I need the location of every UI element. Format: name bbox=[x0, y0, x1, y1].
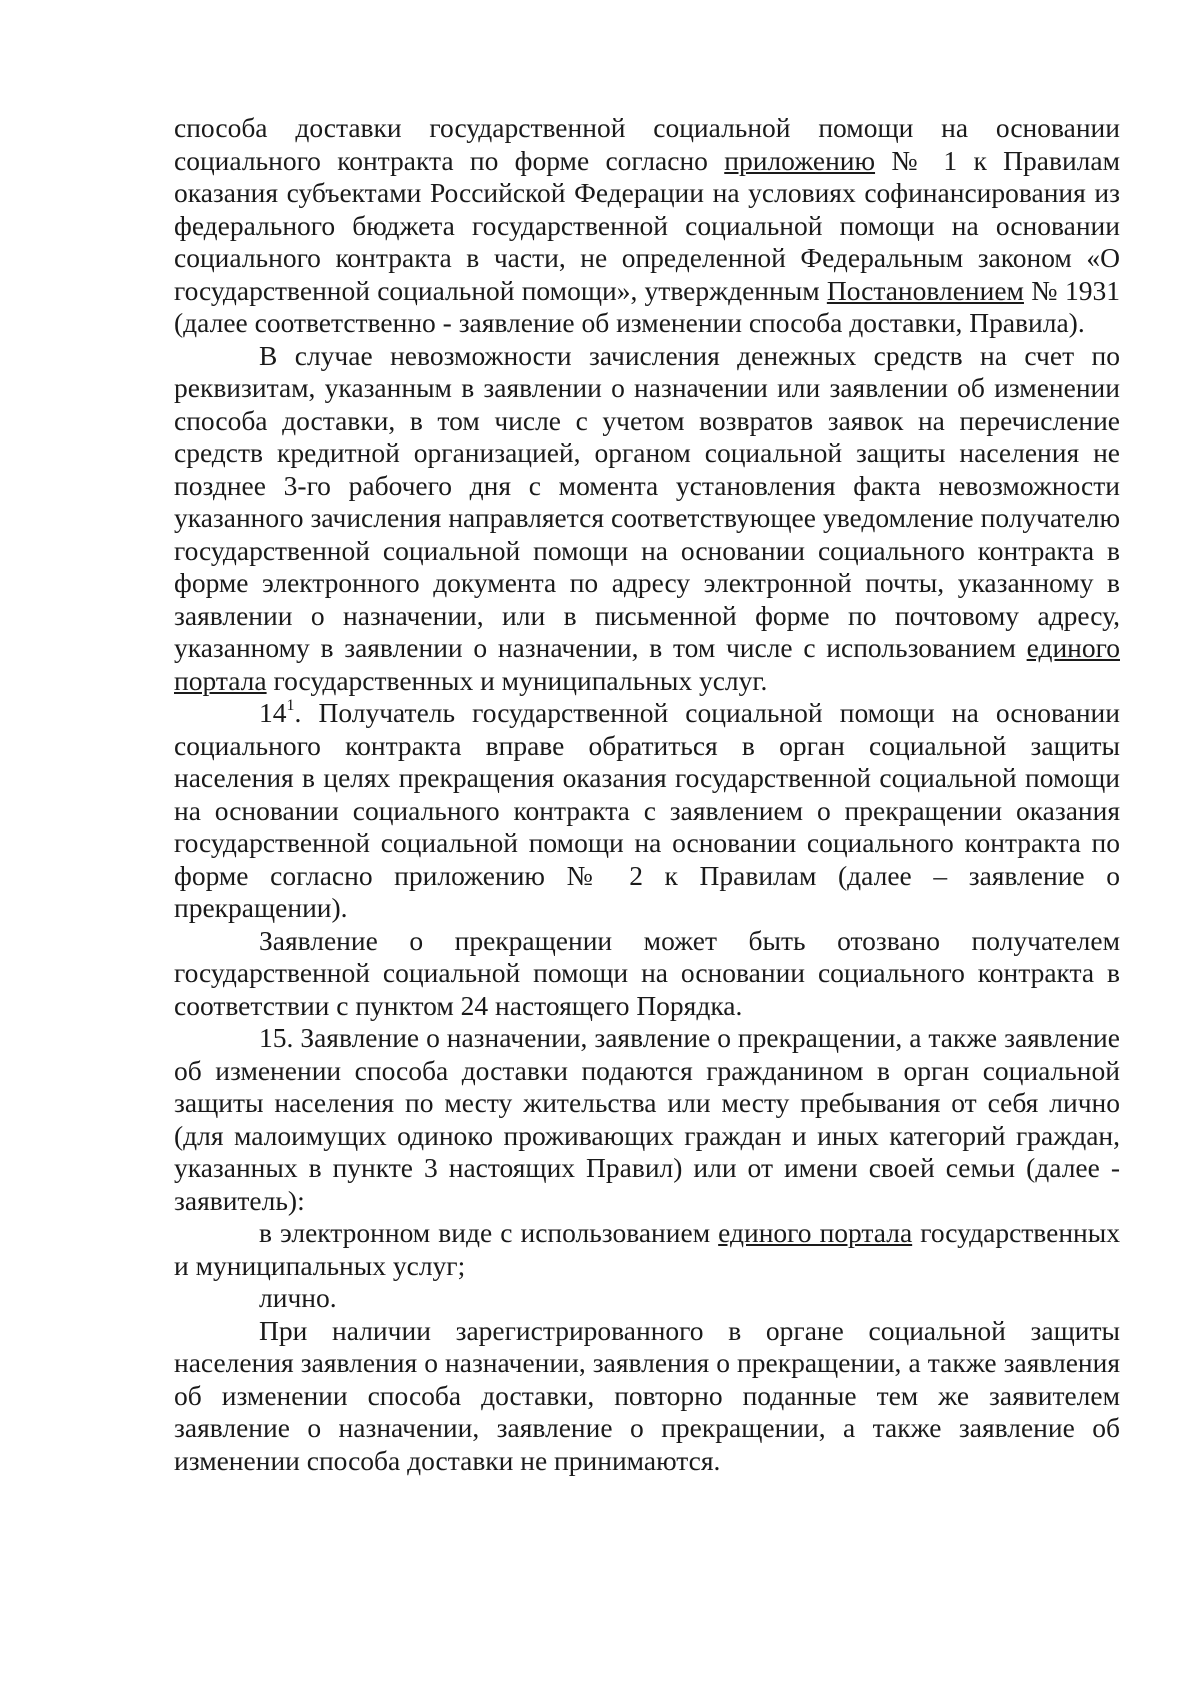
paragraph-duplicate-applications bbox=[174, 1315, 1120, 1478]
paragraph-in-person bbox=[174, 1282, 1120, 1315]
link-resolution[interactable]: Постановлением bbox=[826, 274, 1024, 306]
paragraph-text: способа доставки государственной социальной помощи на основании социального контракта по форме согласно bbox=[174, 112, 1120, 176]
paragraph-clause-14-1 bbox=[174, 697, 1120, 925]
link-unified-portal[interactable]: единого портала bbox=[174, 632, 1120, 696]
document-page bbox=[174, 112, 1120, 1477]
paragraph-text: государственных и муниципальных услуг. bbox=[266, 664, 768, 696]
paragraph-notification bbox=[174, 340, 1120, 698]
paragraph-text: При наличии зарегистрированного в органе социальной защиты населения заявления о назначении, заявления о прекращении, а также заявления об изменении способа доставки, повторно поданные тем же заявителем заявление о назначении, заявление о прекращении, а также заявление об изменении способа доставки не принимаются. bbox=[174, 1314, 1120, 1476]
clause-superscript: 1 bbox=[286, 696, 295, 714]
paragraph-text: В случае невозможности зачисления денежных средств на счет по реквизитам, указанным в заявлении о назначении или заявлении об изменении способа доставки, в том числе с учетом возвратов заявок на перечисление средств кредитной организацией, органом социальной защиты населения не позднее 3-го рабочего дня с момента установления факта невозможности указанного зачисления направляется соответствующее уведомление получателю государственной социальной помощи на основании социального контракта в форме электронного документа по адресу электронной почты, указанному в заявлении о назначении, или в письменной форме по почтовому адресу, указанному в заявлении о назначении, в том числе с использованием bbox=[174, 339, 1120, 663]
paragraph-text: . Получатель государственной социальной помощи на основании социального контракта вправе обратиться в орган социальной защиты населения в целях прекращения оказания государственной социальной помощи на основании социального контракта с заявлением о прекращении оказания государственной социальной помощи на основании социального контракта по форме согласно приложению № 2 к Правилам (далее – заявление о прекращении). bbox=[174, 697, 1120, 923]
paragraph-electronic-form bbox=[174, 1217, 1120, 1282]
paragraph-text: государственных и муниципальных услуг; bbox=[174, 1217, 1120, 1281]
paragraph-text: № 1 к Правилам оказания субъектами Российской Федерации на условиях софинансирования из федерального бюджета государственной социальной помощи на основании социального контракта в части, не определенной Федеральным законом «О государственной социальной помощи», утвержденным bbox=[174, 144, 1120, 306]
paragraph-withdrawal bbox=[174, 925, 1120, 1023]
paragraph-text: в электронном виде с использованием bbox=[259, 1217, 719, 1248]
clause-number: 14 bbox=[259, 697, 287, 728]
paragraph-text: № 1931 (далее соответственно - заявление об изменении способа доставки, Правила). bbox=[174, 274, 1120, 338]
paragraph-clause-15 bbox=[174, 1022, 1120, 1217]
paragraph-continuation bbox=[174, 112, 1120, 340]
paragraph-text: 15. Заявление о назначении, заявление о прекращении, а также заявление об изменении способа доставки подаются гражданином в орган социальной защиты населения по месту жительства или месту пребывания от себя лично (для малоимущих одиноко проживающих граждан и иных категорий граждан, указанных в пункте 3 настоящих Правил) или от имени своей семьи (далее - заявитель): bbox=[174, 1022, 1120, 1216]
link-appendix-1[interactable]: приложению bbox=[724, 144, 876, 176]
link-unified-portal-2[interactable]: единого портала bbox=[718, 1217, 913, 1248]
paragraph-text: лично. bbox=[259, 1282, 337, 1313]
paragraph-text: Заявление о прекращении может быть отозвано получателем государственной социальной помощи на основании социального контракта в соответствии с пунктом 24 настоящего Порядка. bbox=[174, 924, 1120, 1021]
